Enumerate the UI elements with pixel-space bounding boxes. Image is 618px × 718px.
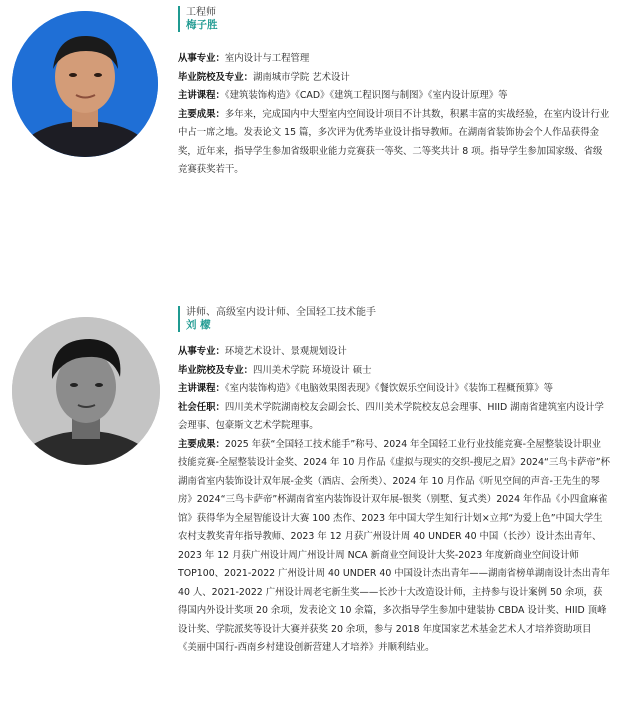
detail-text: 2025 年获“全国轻工技术能手”称号、2024 年全国轻工业行业技能竞赛-全屋整装设计职业技能竞赛-全屋整装设计金奖、2024 年 10 月作品《虚拟与现实的交织-搜尼之眉》2024“三鸟卡萨帝”杯湖南省室内装饰设计双年展-金奖（酒店、会所类）、2024 年 10 月作品《听见空间的声音-王先生的琴房》2024“三鸟卡萨帝”杯湖南省室内装饰设计双年展-银奖（别墅、复式类）2024 年作品《小四盒麻雀馆》获得华为全屋智能设计大赛 100 杰作、2023 年中国大学生知行计划×立邦“为爱上色”中国大学生农村支教奖青年指导教师、2023 年 12 月获广州设计周 40 UNDER 40 中国（长沙）设计杰出青年、2023 年 12 月获广州设计周广州设计周 NCA 新商业空间设计大奖-2023 年度新商业空间设计师 TOP100、2021-2022 广州设计周 40 UNDER 40 中国设计杰出青年——湖南省榜单湖南设计杰出青年 40 人、2021-2022 广州设计周老宅新生奖——长沙十大改造设计师，主持参与设计案例 50 余项，获得国内外设计奖项 20 余项，发表论文 10 余篇，多次指导学生参加中建装协 CBDA 设计奖、HIID 顶峰设计奖、学院派奖等设计大赛并获奖 20 余项，参与 2018 年度国家艺术基金艺术人才培养资助项目《美丽中国行-西南乡村建设创新营建人才培养》并顺利结业。 <box>178 438 610 653</box>
detail-text: 四川美术学院湖南校友会副会长、四川美术学院校友总会理事、HIID 湖南省建筑室内设计学会理事、包豪斯文艺术学院理事。 <box>178 401 604 431</box>
detail-text: 《建筑装饰构造》《CAD》《建筑工程识图与制图》《室内设计原理》等 <box>224 90 508 101</box>
detail-school <box>178 69 610 88</box>
detail-school <box>178 362 610 381</box>
detail-major <box>178 343 610 362</box>
detail-text: 多年来，完成国内中大型室内空间设计项目不计其数，积累丰富的实战经验，在室内设计行业中占一席之地。发表论文 15 篇，多次评为优秀毕业设计指导教师。在湖南省装饰协会个人作品获得金奖，近年来，指导学生参加省级职业能力竞赛获一等奖、二等奖共计 8 项。指导学生参加国家级、省级竞赛获奖若干。 <box>178 108 610 175</box>
avatar-photo-2 <box>12 317 160 465</box>
detail-label: 主要成果： <box>178 438 225 450</box>
profile-details-2 <box>178 343 610 658</box>
detail-label: 毕业院校及专业： <box>178 364 254 376</box>
profile-name: 刘 檬 <box>186 319 211 331</box>
profile-details-1 <box>178 50 610 180</box>
detail-text: 四川美术学院 环境设计 硕士 <box>253 364 372 376</box>
detail-label: 从事专业： <box>178 53 225 64</box>
detail-achievements <box>178 436 610 658</box>
detail-label: 从事专业： <box>178 346 225 357</box>
detail-label: 主讲课程： <box>178 383 225 394</box>
profile-role: 工程师 <box>186 7 216 18</box>
detail-label: 社会任职： <box>178 401 225 413</box>
profile-card-1 <box>0 0 618 260</box>
detail-text: 《室内装饰构造》《电脑效果图表现》《餐饮娱乐空间设计》《装饰工程概预算》等 <box>224 383 553 394</box>
profile-header-1 <box>178 6 218 32</box>
detail-text: 湖南城市学院 艺术设计 <box>253 71 350 83</box>
detail-achievements <box>178 106 610 180</box>
detail-text: 室内设计与工程管理 <box>224 53 310 64</box>
profile-header-2 <box>178 306 376 332</box>
detail-label: 主要成果： <box>178 108 225 120</box>
profile-role: 讲师、高级室内设计师、全国轻工技术能手 <box>186 307 376 318</box>
profile-name: 梅子胜 <box>186 19 218 31</box>
detail-courses <box>178 380 610 399</box>
detail-text: 环境艺术设计、景观规划设计 <box>224 346 347 357</box>
detail-major <box>178 50 610 69</box>
detail-positions <box>178 399 610 436</box>
detail-label: 毕业院校及专业： <box>178 71 254 83</box>
avatar-photo-1 <box>12 11 158 157</box>
profile-card-2 <box>0 300 618 718</box>
detail-label: 主讲课程： <box>178 90 225 101</box>
detail-courses <box>178 87 610 106</box>
